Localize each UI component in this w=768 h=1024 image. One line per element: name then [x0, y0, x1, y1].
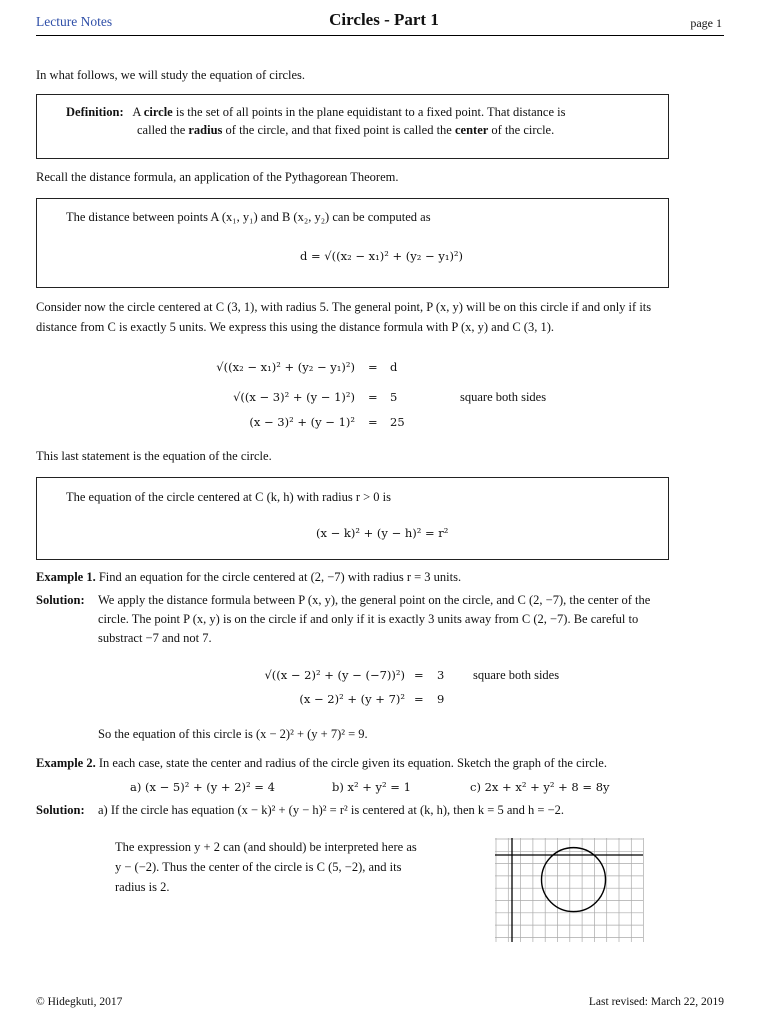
definition-text: called the — [137, 123, 189, 137]
derivation-lhs: √((x − 3)² + (y − 1)²) — [233, 390, 355, 404]
solution-label: Solution: — [36, 803, 85, 817]
ex1-rhs: 3 — [437, 668, 445, 682]
recall-text: Recall the distance formula, an application of the Pythagorean Theorem. — [36, 170, 399, 184]
solution-1-line-2: circle. The point P (x, y) is on the circle if and only if it is exactly 3 units away from C (2, −7). Be careful to — [98, 612, 639, 626]
circle-graph — [495, 838, 645, 944]
ex2-part-c: c) 2x + x² + y² + 8 = 8y — [470, 780, 610, 794]
circle-equation: (x − k)² + (y − h)² = r² — [316, 526, 449, 540]
ex1-note: square both sides — [473, 668, 560, 682]
definition-line-2 — [137, 123, 554, 138]
example-1-text: Find an equation for the circle centered at (2, −7) with radius r = 3 units. — [95, 570, 462, 584]
solution-1-line-3: substract −7 and not 7. — [98, 631, 212, 645]
derivation-eq: = — [368, 415, 378, 429]
definition-text: A — [132, 105, 144, 119]
ex1-lhs: (x − 2)² + (y + 7)² — [299, 692, 405, 706]
ex1-conclusion: So the equation of this circle is (x − 2)² + (y + 7)² = 9. — [98, 727, 368, 741]
last-statement: This last statement is the equation of the circle. — [36, 449, 272, 463]
solution-2-label — [36, 803, 85, 818]
ex2-para-3: radius is 2. — [115, 880, 170, 894]
footer-copyright: © Hidegkuti, 2017 — [36, 996, 123, 1008]
derivation-rhs: d — [390, 360, 398, 374]
graph-grid — [495, 838, 644, 942]
derivation-note: square both sides — [460, 390, 547, 404]
derivation-eq: = — [368, 360, 378, 374]
page-title: Circles - Part 1 — [329, 10, 439, 29]
derivation-rhs: 25 — [390, 415, 405, 429]
example-2-label: Example 2. — [36, 756, 96, 770]
example-2-line — [36, 756, 607, 771]
term-center: center — [454, 123, 489, 137]
solution-label: Solution: — [36, 593, 85, 607]
ex1-rhs: 9 — [437, 692, 445, 706]
solution-2a: a) If the circle has equation (x − k)² + (y − h)² = r² is centered at (k, h), then k = 5 and h = −2. — [98, 803, 564, 817]
footer-revised: Last revised: March 22, 2019 — [588, 996, 724, 1008]
distance-box-text: The distance between points A (x₁, y₁) and B (x₂, y₂) can be computed as — [66, 210, 431, 224]
header-rule — [36, 35, 724, 36]
intro-text: In what follows, we will study the equation of circles. — [36, 68, 306, 82]
consider-line-1: Consider now the circle centered at C (3, 1), with radius 5. The general point, P (x, y) will be on this circle if and only if its — [36, 300, 652, 314]
distance-formula: d = √((x₂ − x₁)² + (y₂ − y₁)²) — [300, 249, 464, 263]
consider-line-2: distance from C is exactly 5 units. We express this using the distance formula with P (x, y) and C (3, 1). — [36, 320, 554, 334]
derivation-eq: = — [368, 390, 378, 404]
header-left: Lecture Notes — [36, 14, 113, 29]
solution-1-label — [36, 593, 85, 608]
example-2-text: In each case, state the center and radius of the circle given its equation. Sketch the graph of the circle. — [95, 756, 607, 770]
ex1-lhs: √((x − 2)² + (y − (−7))²) — [264, 668, 405, 682]
definition-label: Definition: — [66, 105, 124, 119]
solution-1-line-1: We apply the distance formula between P (x, y), the general point on the circle, and C (2, −7), the center of the — [98, 593, 651, 607]
term-radius: radius — [188, 123, 223, 137]
derivation-lhs: (x − 3)² + (y − 1)² — [249, 415, 355, 429]
circle-curve — [542, 848, 606, 912]
ex1-eq: = — [414, 692, 424, 706]
definition-text: of the circle, and that fixed point is called the — [222, 123, 455, 137]
ex2-part-a: a) (x − 5)² + (y + 2)² = 4 — [130, 780, 275, 794]
ex2-part-b: b) x² + y² = 1 — [332, 780, 411, 794]
ex2-para-2: y − (−2). Thus the center of the circle is C (5, −2), and its — [115, 860, 402, 874]
ex1-eq: = — [414, 668, 424, 682]
derivation-rhs: 5 — [390, 390, 398, 404]
ex2-para-1: The expression y + 2 can (and should) be interpreted here as — [115, 840, 417, 854]
example-1-label: Example 1. — [36, 570, 96, 584]
definition-text: of the circle. — [488, 123, 555, 137]
derivation-lhs: √((x₂ − x₁)² + (y₂ − y₁)²) — [216, 360, 355, 374]
definition-text: is the set of all points in the plane equidistant to a fixed point. That distance is — [172, 105, 566, 119]
equation-box-text: The equation of the circle centered at C (k, h) with radius r > 0 is — [66, 490, 391, 504]
definition-line-1 — [66, 105, 565, 120]
term-circle: circle — [143, 105, 173, 119]
page-number: page 1 — [690, 16, 722, 30]
example-1-line — [36, 570, 461, 585]
